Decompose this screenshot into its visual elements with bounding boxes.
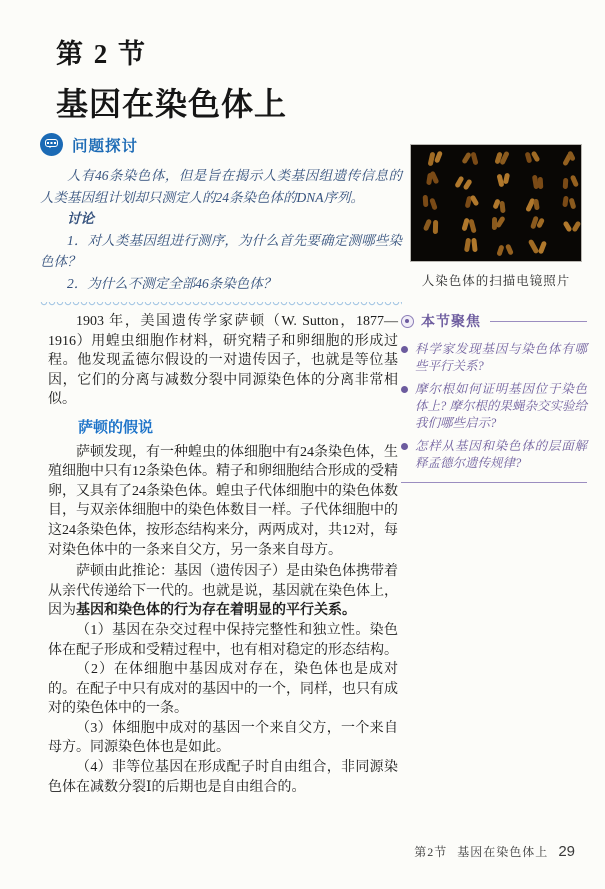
target-circle-icon [401,315,414,328]
focus-bottom-rule [401,482,587,483]
sutton-hypothesis-heading: 萨顿的假说 [78,418,154,436]
section-focus-box [401,311,587,483]
wavy-divider [40,302,402,308]
hypothesis-paragraph: 萨顿发现，有一种蝗虫的体细胞中有24条染色体，生殖细胞中只有12条染色体。精子和卵细胞结合形成的受精卵，又具有了24条染色体。蝗虫子代体细胞中的染色体数目，与双亲体细胞中的染色体数目一样。子代体细胞中的这24条染色体，按形态结构来分，两两成对，共12对，每对染色体中的一条来自父方，另一条来自母方。 [48,444,398,558]
speech-bubble-icon [40,133,63,156]
focus-item-text: 科学家发现基因与染色体有哪些平行关系? [415,342,587,373]
section-label: 第 2 节 [56,39,147,69]
discuss-question-1: 1．对人类基因组进行测序，为什么首先要确定测哪些染色体？ [40,232,402,269]
chromosome-figure [410,144,582,289]
problem-box-heading: 问题探讨 [72,137,139,155]
problem-box-body [40,165,402,294]
focus-header-rule [490,321,587,322]
intro-paragraph: 1903 年，美国遗传学家萨顿（W. Sutton，1877—1916）用蝗虫细胞作材料，研究精子和卵细胞的形成过程。他发现孟德尔假设的一对遗传因子，也就是等位基因，它们的分离与减数分裂中同源染色体的分离非常相似。 [48,314,398,408]
discuss-question-2: 2．为什么不测定全部46条染色体？ [67,275,277,291]
inference-bold-text: 基因和染色体的行为存在着明显的平行关系。 [76,603,356,619]
page-title: 基因在染色体上 [56,86,288,122]
inference-normal-text: 萨顿由此推论：基因（遗传因子）是由染色体携带着从亲代传递给下一代的。也就是说，基因就在染色体上，因为 [48,564,398,619]
footer-title: 基因在染色体上 [457,845,549,859]
focus-item-text: 摩尔根如何证明基因位于染色体上? 摩尔根的果蝇杂交实验给我们哪些启示? [415,382,587,430]
focus-box-heading: 本节聚焦 [421,313,481,329]
focus-box-header [401,311,587,331]
focus-item [401,381,587,432]
discuss-label: 讨论 [67,211,94,226]
problem-discussion-box [40,133,402,308]
page-number: 29 [558,843,575,860]
focus-list [401,341,587,472]
main-text-column [48,312,398,797]
inference-paragraph [48,562,398,621]
parallel-point-1: （1）基因在杂交过程中保持完整性和独立性。染色体在配子形成和受精过程中，也有相对稳定的形态结构。 [48,622,398,658]
focus-item [401,438,587,472]
parallel-point-3: （3）体细胞中成对的基因一个来自父方，一个来自母方。同源染色体也是如此。 [48,720,398,756]
parallel-point-4: （4）非等位基因在形成配子时自由组合，非同源染色体在减数分裂Ⅰ的后期也是自由组合的。 [48,760,398,795]
focus-item [401,341,587,375]
chromosome-photo [410,144,582,262]
problem-intro: 人有46条染色体，但是旨在揭示人类基因组遗传信息的人类基因组计划却只测定人的24条染色体的DNA序列。 [40,168,402,205]
page-footer [414,843,575,860]
parallel-point-2: （2）在体细胞中基因成对存在，染色体也是成对的。在配子中只有成对的基因中的一个，同样，也只有成对的染色体中的一条。 [48,662,398,717]
footer-section-label: 第2节 [414,845,448,859]
photo-caption: 人染色体的扫描电镜照片 [421,274,571,288]
title-block [56,32,287,125]
bullet-icon [401,386,408,393]
bullet-icon [401,443,408,450]
problem-box-header [40,133,402,156]
bullet-icon [401,346,408,353]
focus-item-text: 怎样从基因和染色体的层面解释孟德尔遗传规律? [415,439,587,470]
